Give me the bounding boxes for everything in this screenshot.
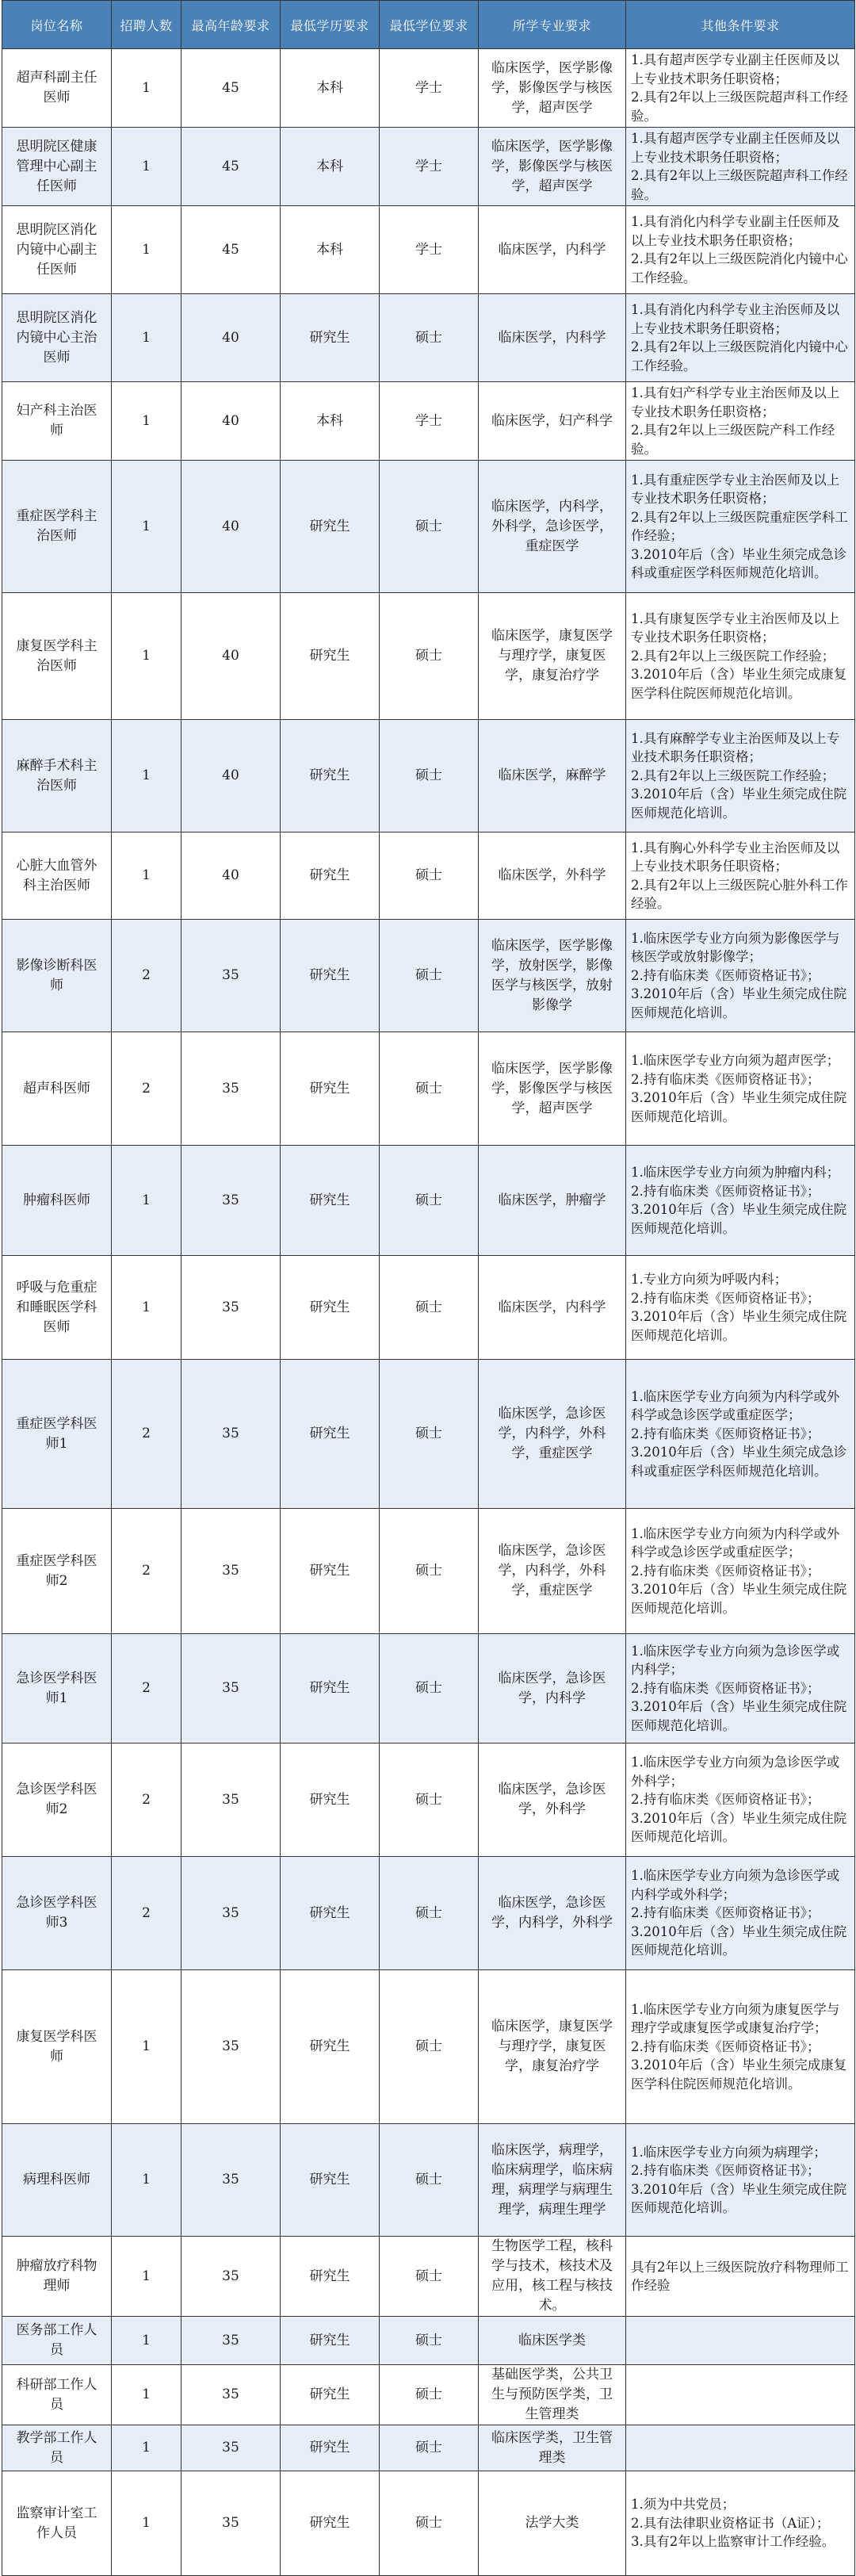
min-education-cell: 研究生 bbox=[281, 294, 380, 382]
other-conditions-cell bbox=[626, 128, 855, 206]
header-min-degree: 最低学位要求 bbox=[380, 1, 479, 49]
condition-line: 2.具有2年以上三级医院超声科工作经验。 bbox=[631, 90, 848, 124]
other-conditions-cell bbox=[626, 2425, 855, 2471]
count-cell: 1 bbox=[112, 833, 182, 920]
condition-line: 1.具有康复医学专业主治医师及以上专业技术职务任职资格； bbox=[631, 611, 840, 645]
count-cell: 1 bbox=[112, 461, 182, 593]
condition-line: 3.2010年后（含）毕业生须完成急诊科或重症医学科医师规范化培训。 bbox=[631, 546, 847, 580]
position-name-cell: 医务部工作人员 bbox=[2, 2317, 112, 2365]
header-other-conditions: 其他条件要求 bbox=[626, 1, 855, 49]
min-education-cell: 研究生 bbox=[281, 1256, 380, 1360]
table-row bbox=[2, 1970, 855, 2124]
position-name-cell: 思明院区消化内镜中心副主任医师 bbox=[2, 206, 112, 294]
min-education-cell: 研究生 bbox=[281, 461, 380, 593]
condition-line: 3.2010年后（含）毕业生须完成住院医师规范化培训。 bbox=[631, 1202, 847, 1236]
max-age-cell: 40 bbox=[182, 593, 281, 720]
count-cell: 1 bbox=[112, 294, 182, 382]
min-education-cell: 研究生 bbox=[281, 593, 380, 720]
table-row bbox=[2, 1360, 855, 1509]
count-cell: 1 bbox=[112, 49, 182, 128]
other-conditions-cell bbox=[626, 2471, 855, 2576]
position-name-cell: 超声科医师 bbox=[2, 1032, 112, 1146]
position-name-cell: 思明院区消化内镜中心主治医师 bbox=[2, 294, 112, 382]
major-cell: 临床医学，外科学 bbox=[479, 833, 626, 920]
major-cell: 临床医学类，卫生管理类 bbox=[479, 2425, 626, 2471]
count-cell: 1 bbox=[112, 2471, 182, 2576]
position-name-cell: 急诊医学科医师1 bbox=[2, 1634, 112, 1743]
min-degree-cell: 硕士 bbox=[380, 1634, 479, 1743]
condition-line: 1.具有重症医学专业主治医师及以上专业技术职务任职资格； bbox=[631, 472, 840, 506]
position-name-cell: 重症医学科医师2 bbox=[2, 1509, 112, 1634]
count-cell: 1 bbox=[112, 382, 182, 461]
table-row bbox=[2, 461, 855, 593]
min-degree-cell: 硕士 bbox=[380, 1970, 479, 2124]
min-degree-cell: 学士 bbox=[380, 128, 479, 206]
max-age-cell: 35 bbox=[182, 1032, 281, 1146]
condition-line: 3.2010年后（含）毕业生须完成住院医师规范化培训。 bbox=[631, 986, 847, 1020]
condition-line: 2.持有临床类《医师资格证书》； bbox=[631, 1792, 820, 1808]
major-cell: 临床医学，急诊医学，内科学 bbox=[479, 1634, 626, 1743]
other-conditions-cell bbox=[626, 833, 855, 920]
table-row bbox=[2, 2471, 855, 2576]
other-conditions-cell bbox=[626, 2237, 855, 2317]
count-cell: 1 bbox=[112, 720, 182, 833]
condition-line: 1.具有消化内科学专业副主任医师及以上专业技术职务任职资格； bbox=[631, 214, 840, 248]
major-cell: 临床医学，医学影像学，影像医学与核医学，超声医学 bbox=[479, 1032, 626, 1146]
min-degree-cell: 硕士 bbox=[380, 2124, 479, 2237]
condition-line: 3.2010年后（含）毕业生须完成住院医师规范化培训。 bbox=[631, 1309, 847, 1343]
other-conditions-cell bbox=[626, 2317, 855, 2365]
condition-line: 2.具有2年以上三级医院重症医学科工作经验； bbox=[631, 509, 848, 543]
condition-line: 2.具有2年以上三级医院工作经验； bbox=[631, 648, 835, 664]
other-conditions-cell bbox=[626, 1032, 855, 1146]
position-name-cell: 教学部工作人员 bbox=[2, 2425, 112, 2471]
major-cell: 临床医学，医学影像学，放射医学，影像医学与核医学，放射影像学 bbox=[479, 920, 626, 1032]
table-row bbox=[2, 920, 855, 1032]
count-cell: 1 bbox=[112, 2425, 182, 2471]
condition-line: 1.具有消化内科学专业主治医师及以上专业技术职务任职资格； bbox=[631, 302, 840, 336]
min-degree-cell: 学士 bbox=[380, 49, 479, 128]
condition-line: 2.具有2年以上三级医院心脏外科工作经验。 bbox=[631, 877, 848, 911]
min-education-cell: 本科 bbox=[281, 206, 380, 294]
min-degree-cell: 硕士 bbox=[380, 2425, 479, 2471]
min-education-cell: 本科 bbox=[281, 49, 380, 128]
major-cell: 临床医学，急诊医学，内科学，外科学，重症医学 bbox=[479, 1509, 626, 1634]
position-name-cell: 重症医学科主治医师 bbox=[2, 461, 112, 593]
header-position-name: 岗位名称 bbox=[2, 1, 112, 49]
major-cell: 临床医学，内科学 bbox=[479, 1256, 626, 1360]
min-education-cell: 研究生 bbox=[281, 920, 380, 1032]
table-row bbox=[2, 1032, 855, 1146]
min-education-cell: 研究生 bbox=[281, 833, 380, 920]
min-education-cell: 研究生 bbox=[281, 2237, 380, 2317]
table-row bbox=[2, 833, 855, 920]
major-cell: 基础医学类，公共卫生与预防医学类，卫生管理类 bbox=[479, 2365, 626, 2425]
position-name-cell: 麻醉手术科主治医师 bbox=[2, 720, 112, 833]
other-conditions-cell bbox=[626, 1146, 855, 1256]
table-row bbox=[2, 2317, 855, 2365]
count-cell: 1 bbox=[112, 2124, 182, 2237]
min-education-cell: 研究生 bbox=[281, 1032, 380, 1146]
table-row bbox=[2, 49, 855, 128]
major-cell: 生物医学工程，核科学与技术，核技术及应用，核工程与核技术。 bbox=[479, 2237, 626, 2317]
max-age-cell: 35 bbox=[182, 920, 281, 1032]
other-conditions-cell bbox=[626, 206, 855, 294]
max-age-cell: 35 bbox=[182, 2471, 281, 2576]
min-degree-cell: 硕士 bbox=[380, 1146, 479, 1256]
count-cell: 2 bbox=[112, 1857, 182, 1970]
max-age-cell: 40 bbox=[182, 382, 281, 461]
min-degree-cell: 学士 bbox=[380, 206, 479, 294]
position-name-cell: 心脏大血管外科主治医师 bbox=[2, 833, 112, 920]
condition-line: 2.具有2年以上三级医院产科工作经验。 bbox=[631, 423, 835, 457]
other-conditions-cell bbox=[626, 1509, 855, 1634]
count-cell: 2 bbox=[112, 1743, 182, 1857]
min-degree-cell: 硕士 bbox=[380, 1032, 479, 1146]
min-education-cell: 研究生 bbox=[281, 2471, 380, 2576]
condition-line: 3.2010年后（含）毕业生须完成康复医学科住院医师规范化培训。 bbox=[631, 2057, 847, 2092]
min-degree-cell: 硕士 bbox=[380, 2237, 479, 2317]
min-education-cell: 本科 bbox=[281, 128, 380, 206]
header-max-age: 最高年龄要求 bbox=[182, 1, 281, 49]
max-age-cell: 35 bbox=[182, 1360, 281, 1509]
major-cell: 临床医学，内科学，外科学，急诊医学，重症医学 bbox=[479, 461, 626, 593]
condition-line: 3.2010年后（含）毕业生须完成康复医学科住院医师规范化培训。 bbox=[631, 667, 847, 701]
table-row bbox=[2, 720, 855, 833]
position-name-cell: 病理科医师 bbox=[2, 2124, 112, 2237]
count-cell: 2 bbox=[112, 1032, 182, 1146]
table-row bbox=[2, 1634, 855, 1743]
min-education-cell: 研究生 bbox=[281, 1857, 380, 1970]
table-row bbox=[2, 593, 855, 720]
min-degree-cell: 硕士 bbox=[380, 920, 479, 1032]
min-degree-cell: 硕士 bbox=[380, 1360, 479, 1509]
max-age-cell: 35 bbox=[182, 1634, 281, 1743]
condition-line: 2.持有临床类《医师资格证书》； bbox=[631, 2038, 820, 2054]
major-cell: 临床医学，急诊医学，内科学，外科学，重症医学 bbox=[479, 1360, 626, 1509]
other-conditions-cell bbox=[626, 49, 855, 128]
min-education-cell: 研究生 bbox=[281, 720, 380, 833]
condition-line: 2.具有2年以上三级医院消化内镜中心工作经验。 bbox=[631, 339, 848, 373]
max-age-cell: 35 bbox=[182, 1743, 281, 1857]
condition-line: 1.临床医学专业方向须为急诊医学或内科学或外科学； bbox=[631, 1868, 840, 1902]
count-cell: 1 bbox=[112, 1146, 182, 1256]
count-cell: 1 bbox=[112, 206, 182, 294]
min-degree-cell: 硕士 bbox=[380, 2365, 479, 2425]
condition-line: 1.临床医学专业方向须为病理学； bbox=[631, 2144, 827, 2160]
condition-line: 3.2010年后（含）毕业生须完成住院医师规范化培训。 bbox=[631, 787, 847, 821]
min-degree-cell: 硕士 bbox=[380, 1256, 479, 1360]
position-name-cell: 影像诊断科医师 bbox=[2, 920, 112, 1032]
min-education-cell: 研究生 bbox=[281, 1509, 380, 1634]
condition-line: 1.具有超声医学专业副主任医师及以上专业技术职务任职资格； bbox=[631, 131, 840, 165]
table-row bbox=[2, 206, 855, 294]
condition-line: 2.持有临床类《医师资格证书》； bbox=[631, 967, 820, 983]
condition-line: 3.2010年后（含）毕业生须完成住院医师规范化培训。 bbox=[631, 1699, 847, 1733]
min-degree-cell: 硕士 bbox=[380, 294, 479, 382]
max-age-cell: 35 bbox=[182, 2124, 281, 2237]
position-name-cell: 康复医学科主治医师 bbox=[2, 593, 112, 720]
major-cell: 临床医学，急诊医学，内科学，外科学 bbox=[479, 1857, 626, 1970]
condition-line: 2.持有临床类《医师资格证书》； bbox=[631, 1290, 820, 1306]
position-name-cell: 思明院区健康管理中心副主任医师 bbox=[2, 128, 112, 206]
condition-line: 1.临床医学专业方向须为肿瘤内科； bbox=[631, 1165, 840, 1180]
max-age-cell: 35 bbox=[182, 2317, 281, 2365]
major-cell: 临床医学，麻醉学 bbox=[479, 720, 626, 833]
major-cell: 临床医学，康复医学与理疗学，康复医学，康复治疗学 bbox=[479, 1970, 626, 2124]
other-conditions-cell bbox=[626, 382, 855, 461]
major-cell: 临床医学，急诊医学，外科学 bbox=[479, 1743, 626, 1857]
min-degree-cell: 硕士 bbox=[380, 1743, 479, 1857]
position-name-cell: 肿瘤放疗科物理师 bbox=[2, 2237, 112, 2317]
min-education-cell: 研究生 bbox=[281, 2317, 380, 2365]
recruitment-table bbox=[2, 0, 855, 2576]
condition-line: 1.具有妇产科学专业主治医师及以上专业技术职务任职资格； bbox=[631, 385, 840, 419]
condition-line: 3.2010年后（含）毕业生须完成急诊科或重症医学科医师规范化培训。 bbox=[631, 1445, 847, 1479]
min-degree-cell: 硕士 bbox=[380, 720, 479, 833]
other-conditions-cell bbox=[626, 294, 855, 382]
condition-line: 1.临床医学专业方向须为内科学或外科学或急诊医学或重症医学； bbox=[631, 1388, 840, 1423]
min-degree-cell: 硕士 bbox=[380, 1857, 479, 1970]
condition-line: 2.具有2年以上三级医院工作经验； bbox=[631, 767, 835, 783]
condition-line: 1.专业方向须为呼吸内科； bbox=[631, 1272, 788, 1287]
count-cell: 1 bbox=[112, 1256, 182, 1360]
major-cell: 临床医学，康复医学与理疗学，康复医学，康复治疗学 bbox=[479, 593, 626, 720]
table-row bbox=[2, 2365, 855, 2425]
other-conditions-cell bbox=[626, 720, 855, 833]
table-row bbox=[2, 2425, 855, 2471]
other-conditions-cell bbox=[626, 1360, 855, 1509]
max-age-cell: 35 bbox=[182, 2237, 281, 2317]
condition-line: 1.具有胸心外科学专业主治医师及以上专业技术职务任职资格； bbox=[631, 840, 840, 874]
condition-line: 1.须为中共党员； bbox=[631, 2497, 736, 2513]
count-cell: 1 bbox=[112, 2317, 182, 2365]
max-age-cell: 35 bbox=[182, 1509, 281, 1634]
count-cell: 1 bbox=[112, 593, 182, 720]
count-cell: 2 bbox=[112, 1360, 182, 1509]
table-row bbox=[2, 1743, 855, 1857]
max-age-cell: 35 bbox=[182, 1970, 281, 2124]
condition-line: 2.持有临床类《医师资格证书》； bbox=[631, 1905, 820, 1921]
other-conditions-cell bbox=[626, 2365, 855, 2425]
position-name-cell: 康复医学科医师 bbox=[2, 1970, 112, 2124]
max-age-cell: 35 bbox=[182, 1256, 281, 1360]
condition-line: 2.具有2年以上三级医院超声科工作经验。 bbox=[631, 168, 848, 202]
condition-line: 1.临床医学专业方向须为内科学或外科学或急诊医学或重症医学； bbox=[631, 1525, 840, 1560]
header-count: 招聘人数 bbox=[112, 1, 182, 49]
condition-line: 2.具有法律职业资格证书（A证）； bbox=[631, 2515, 830, 2531]
min-education-cell: 研究生 bbox=[281, 1743, 380, 1857]
other-conditions-cell bbox=[626, 593, 855, 720]
position-name-cell: 肿瘤科医师 bbox=[2, 1146, 112, 1256]
min-degree-cell: 硕士 bbox=[380, 593, 479, 720]
position-name-cell: 急诊医学科医师2 bbox=[2, 1743, 112, 1857]
max-age-cell: 35 bbox=[182, 1146, 281, 1256]
other-conditions-cell bbox=[626, 1634, 855, 1743]
other-conditions-cell bbox=[626, 2124, 855, 2237]
condition-line: 3.2010年后（含）毕业生须完成住院医师规范化培训。 bbox=[631, 1810, 847, 1845]
condition-line: 1.具有超声医学专业副主任医师及以上专业技术职务任职资格； bbox=[631, 52, 840, 86]
condition-line: 1.临床医学专业方向须为急诊医学或外科学； bbox=[631, 1755, 840, 1789]
count-cell: 1 bbox=[112, 128, 182, 206]
max-age-cell: 40 bbox=[182, 833, 281, 920]
major-cell: 临床医学，医学影像学，影像医学与核医学，超声医学 bbox=[479, 128, 626, 206]
count-cell: 2 bbox=[112, 920, 182, 1032]
table-row bbox=[2, 382, 855, 461]
position-name-cell: 呼吸与危重症和睡眠医学科医师 bbox=[2, 1256, 112, 1360]
other-conditions-cell bbox=[626, 1857, 855, 1970]
other-conditions-cell bbox=[626, 920, 855, 1032]
position-name-cell: 重症医学科医师1 bbox=[2, 1360, 112, 1509]
max-age-cell: 45 bbox=[182, 206, 281, 294]
header-row bbox=[2, 1, 855, 49]
major-cell: 法学大类 bbox=[479, 2471, 626, 2576]
table-row bbox=[2, 1256, 855, 1360]
condition-line: 1.临床医学专业方向须为急诊医学或内科学； bbox=[631, 1643, 840, 1678]
condition-line: 2.持有临床类《医师资格证书》； bbox=[631, 1071, 820, 1087]
min-education-cell: 研究生 bbox=[281, 1634, 380, 1743]
other-conditions-cell bbox=[626, 1743, 855, 1857]
position-name-cell: 妇产科主治医师 bbox=[2, 382, 112, 461]
condition-line: 2.持有临床类《医师资格证书》； bbox=[631, 1680, 820, 1696]
position-name-cell: 科研部工作人员 bbox=[2, 2365, 112, 2425]
major-cell: 临床医学，妇产科学 bbox=[479, 382, 626, 461]
header-major: 所学专业要求 bbox=[479, 1, 626, 49]
major-cell: 临床医学，医学影像学，影像医学与核医学，超声医学 bbox=[479, 49, 626, 128]
condition-line: 2.持有临床类《医师资格证书》； bbox=[631, 1426, 820, 1441]
min-education-cell: 研究生 bbox=[281, 2365, 380, 2425]
condition-line: 3.具有2年以上监察审计工作经验。 bbox=[631, 2534, 835, 2550]
min-education-cell: 本科 bbox=[281, 382, 380, 461]
max-age-cell: 35 bbox=[182, 2365, 281, 2425]
major-cell: 临床医学，内科学 bbox=[479, 206, 626, 294]
condition-line: 2.具有2年以上三级医院消化内镜中心工作经验。 bbox=[631, 251, 848, 285]
table-row bbox=[2, 294, 855, 382]
min-degree-cell: 硕士 bbox=[380, 2471, 479, 2576]
other-conditions-cell bbox=[626, 461, 855, 593]
condition-line: 1.临床医学专业方向须为影像医学与核医学或放射影像学； bbox=[631, 930, 840, 965]
min-education-cell: 研究生 bbox=[281, 1360, 380, 1509]
min-degree-cell: 硕士 bbox=[380, 461, 479, 593]
min-education-cell: 研究生 bbox=[281, 2425, 380, 2471]
major-cell: 临床医学，内科学 bbox=[479, 294, 626, 382]
table-row bbox=[2, 1857, 855, 1970]
count-cell: 2 bbox=[112, 1634, 182, 1743]
other-conditions-cell bbox=[626, 1970, 855, 2124]
max-age-cell: 35 bbox=[182, 2425, 281, 2471]
min-education-cell: 研究生 bbox=[281, 2124, 380, 2237]
max-age-cell: 45 bbox=[182, 128, 281, 206]
condition-line: 具有2年以上三级医院放疗科物理师工作经验 bbox=[631, 2259, 849, 2293]
position-name-cell: 超声科副主任医师 bbox=[2, 49, 112, 128]
other-conditions-cell bbox=[626, 1256, 855, 1360]
condition-line: 2.持有临床类《医师资格证书》； bbox=[631, 1183, 820, 1199]
count-cell: 2 bbox=[112, 1509, 182, 1634]
table-row bbox=[2, 2237, 855, 2317]
condition-line: 3.2010年后（含）毕业生须完成住院医师规范化培训。 bbox=[631, 2181, 847, 2215]
condition-line: 1.具有麻醉学专业主治医师及以上专业技术职务任职资格； bbox=[631, 730, 840, 765]
major-cell: 临床医学，肿瘤学 bbox=[479, 1146, 626, 1256]
max-age-cell: 35 bbox=[182, 1857, 281, 1970]
condition-line: 3.2010年后（含）毕业生须完成住院医师规范化培训。 bbox=[631, 1582, 847, 1616]
position-name-cell: 急诊医学科医师3 bbox=[2, 1857, 112, 1970]
max-age-cell: 45 bbox=[182, 49, 281, 128]
table-row bbox=[2, 2124, 855, 2237]
position-name-cell: 监察审计室工作人员 bbox=[2, 2471, 112, 2576]
table-row bbox=[2, 1146, 855, 1256]
table-row bbox=[2, 128, 855, 206]
max-age-cell: 40 bbox=[182, 720, 281, 833]
min-degree-cell: 硕士 bbox=[380, 2317, 479, 2365]
major-cell: 临床医学，病理学，临床病理学，临床病理，病理学与病理生理学，病理生理学 bbox=[479, 2124, 626, 2237]
condition-line: 3.2010年后（含）毕业生须完成住院医师规范化培训。 bbox=[631, 1090, 847, 1124]
min-education-cell: 研究生 bbox=[281, 1970, 380, 2124]
count-cell: 1 bbox=[112, 2365, 182, 2425]
condition-line: 2.持有临床类《医师资格证书》； bbox=[631, 2163, 820, 2178]
count-cell: 1 bbox=[112, 2237, 182, 2317]
table-row bbox=[2, 1509, 855, 1634]
condition-line: 1.临床医学专业方向须为康复医学与理疗学或康复医学或康复治疗学； bbox=[631, 2001, 840, 2036]
count-cell: 1 bbox=[112, 1970, 182, 2124]
max-age-cell: 40 bbox=[182, 461, 281, 593]
header-min-education: 最低学历要求 bbox=[281, 1, 380, 49]
max-age-cell: 40 bbox=[182, 294, 281, 382]
min-education-cell: 研究生 bbox=[281, 1146, 380, 1256]
major-cell: 临床医学类 bbox=[479, 2317, 626, 2365]
condition-line: 1.临床医学专业方向须为超声医学； bbox=[631, 1053, 840, 1068]
min-degree-cell: 硕士 bbox=[380, 833, 479, 920]
condition-line: 3.2010年后（含）毕业生须完成住院医师规范化培训。 bbox=[631, 1923, 847, 1958]
condition-line: 2.持有临床类《医师资格证书》； bbox=[631, 1563, 820, 1579]
min-degree-cell: 硕士 bbox=[380, 1509, 479, 1634]
min-degree-cell: 学士 bbox=[380, 382, 479, 461]
